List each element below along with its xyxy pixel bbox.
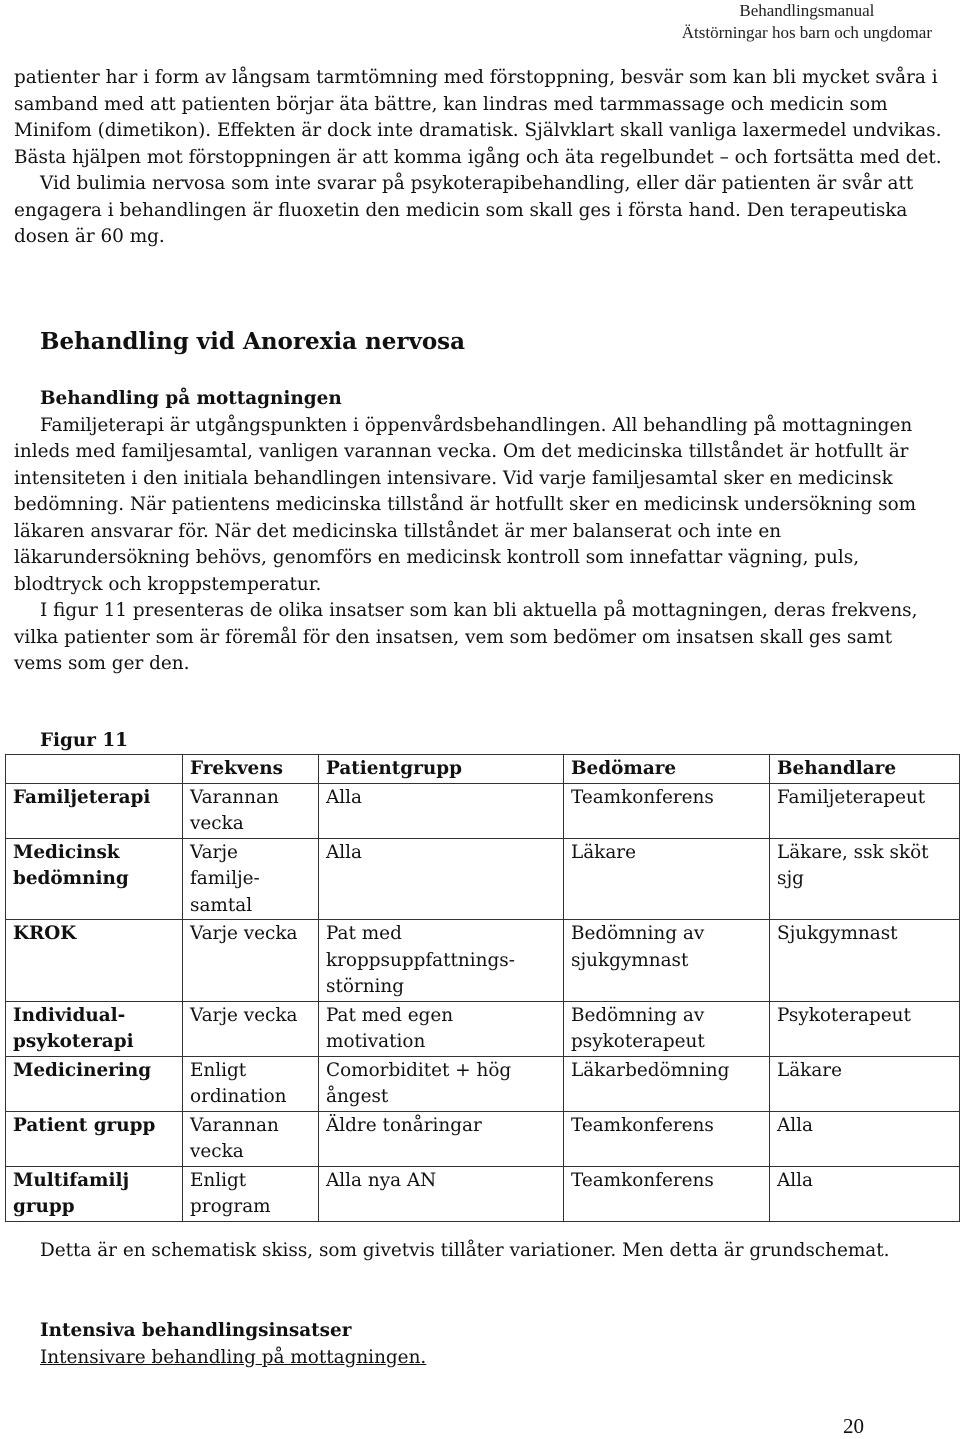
row-label: Patient grupp bbox=[6, 1111, 183, 1166]
header-manual-title: Behandlingsmanual bbox=[739, 1, 875, 20]
table-cell: Bedömning av sjukgymnast bbox=[564, 920, 770, 1002]
table-cell: Comorbiditet + hög ångest bbox=[319, 1056, 564, 1111]
running-header bbox=[682, 0, 932, 44]
table-cell: Alla bbox=[319, 838, 564, 920]
table-cell: Pat med kroppsuppfattnings-störning bbox=[319, 920, 564, 1002]
intensive-section bbox=[14, 1318, 944, 1371]
row-label: KROK bbox=[6, 920, 183, 1002]
table-cell: Varje vecka bbox=[183, 920, 319, 1002]
table-cell: Enligt ordination bbox=[183, 1056, 319, 1111]
treatment-table bbox=[5, 754, 960, 1222]
table-cell: Alla nya AN bbox=[319, 1166, 564, 1221]
intro-text bbox=[14, 65, 944, 251]
table-row bbox=[6, 1001, 960, 1056]
table-cell: Varje familje-samtal bbox=[183, 838, 319, 920]
table-cell: Teamkonferens bbox=[564, 1166, 770, 1221]
table-cell: Varannan vecka bbox=[183, 1111, 319, 1166]
table-cell: Pat med egen motivation bbox=[319, 1001, 564, 1056]
table-cell: Enligt program bbox=[183, 1166, 319, 1221]
section-paragraph-2: I figur 11 presenteras de olika insatser som kan bli aktuella på mottagningen, deras frekvens, vilka patienter som är föremål för den insatsen, vem som bedömer om insatsen skall ges samt vems som ger den. bbox=[14, 600, 918, 674]
header-cell-patientgrupp: Patientgrupp bbox=[319, 755, 564, 784]
table-cell: Läkare, ssk sköt sjg bbox=[770, 838, 960, 920]
section-heading: Behandling vid Anorexia nervosa bbox=[40, 328, 466, 355]
row-label: Multifamilj grupp bbox=[6, 1166, 183, 1221]
table-cell: Äldre tonåringar bbox=[319, 1111, 564, 1166]
table-cell: Teamkonferens bbox=[564, 783, 770, 838]
section-paragraph-1: Familjeterapi är utgångspunkten i öppenvårdsbehandlingen. All behandling på mottagningen inleds med familjesamtal, vanligen varannan vecka. Om det medicinska tillståndet är hotfullt är intensiteten i den initiala behandlingen intensivare. Vid varje familjesamtal sker en medicinsk bedömning. När patientens medicinska tillstånd är hotfullt sker en medicinsk undersökning som läkaren ansvarar för. När det medicinska tillståndet är mer balanserat och inte en läkarundersökning behövs, genomförs en medicinsk kontroll som innefattar vägning, puls, blodtryck och kroppstemperatur. bbox=[14, 414, 917, 595]
intensive-heading: Intensiva behandlingsinsatser bbox=[40, 1320, 352, 1341]
row-label: Medicinsk bedömning bbox=[6, 838, 183, 920]
closing-note bbox=[14, 1238, 944, 1265]
table-cell: Alla bbox=[770, 1166, 960, 1221]
table-row bbox=[6, 1056, 960, 1111]
table-cell: Familjeterapeut bbox=[770, 783, 960, 838]
header-cell-bedomare: Bedömare bbox=[564, 755, 770, 784]
header-subtitle: Ätstörningar hos barn och ungdomar bbox=[681, 23, 932, 42]
table-header-row bbox=[6, 755, 960, 784]
table-cell: Alla bbox=[319, 783, 564, 838]
table-cell: Teamkonferens bbox=[564, 1111, 770, 1166]
section-subheading: Behandling på mottagningen bbox=[40, 388, 342, 409]
table-cell: Bedömning av psykoterapeut bbox=[564, 1001, 770, 1056]
table-cell: Läkarbedömning bbox=[564, 1056, 770, 1111]
table-cell: Varje vecka bbox=[183, 1001, 319, 1056]
table-cell: Varannan vecka bbox=[183, 783, 319, 838]
table-cell: Läkare bbox=[564, 838, 770, 920]
table-row bbox=[6, 783, 960, 838]
section-text bbox=[14, 386, 944, 678]
table-row bbox=[6, 1111, 960, 1166]
row-label: Individual-psykoterapi bbox=[6, 1001, 183, 1056]
row-label: Medicinering bbox=[6, 1056, 183, 1111]
table-cell: Sjukgymnast bbox=[770, 920, 960, 1002]
table-cell: Läkare bbox=[770, 1056, 960, 1111]
table-row bbox=[6, 1166, 960, 1221]
intro-paragraph-2: Vid bulimia nervosa som inte svarar på psykoterapibehandling, eller där patienten är svår att engagera i behandlingen är fluoxetin den medicin som skall ges i första hand. Den terapeutiska dosen är 60 mg. bbox=[14, 173, 914, 247]
table-cell: Psykoterapeut bbox=[770, 1001, 960, 1056]
intro-paragraph-1: patienter har i form av långsam tarmtömning med förstoppning, besvär som kan bli mycket svåra i samband med att patienten börjar äta bättre, kan lindras med tarmmassage och medicin som Minifom (dimetikon). Effekten är dock inte dramatisk. Självklart skall vanliga laxermedel undvikas. Bästa hjälpen mot förstoppningen är att komma igång och äta regelbundet – och fortsätta med det. bbox=[14, 67, 942, 168]
row-label: Familjeterapi bbox=[6, 783, 183, 838]
figure-label: Figur 11 bbox=[40, 730, 128, 751]
page-number: 20 bbox=[843, 1414, 864, 1438]
table-row bbox=[6, 920, 960, 1002]
intensive-subheading: Intensivare behandling på mottagningen. bbox=[40, 1346, 427, 1368]
table-cell: Alla bbox=[770, 1111, 960, 1166]
header-cell-frekvens: Frekvens bbox=[183, 755, 319, 784]
table-row bbox=[6, 838, 960, 920]
schematic-note: Detta är en schematisk skiss, som givetvis tillåter variationer. Men detta är grundschemat. bbox=[40, 1240, 890, 1261]
header-cell-behandlare: Behandlare bbox=[770, 755, 960, 784]
header-cell bbox=[6, 755, 183, 784]
